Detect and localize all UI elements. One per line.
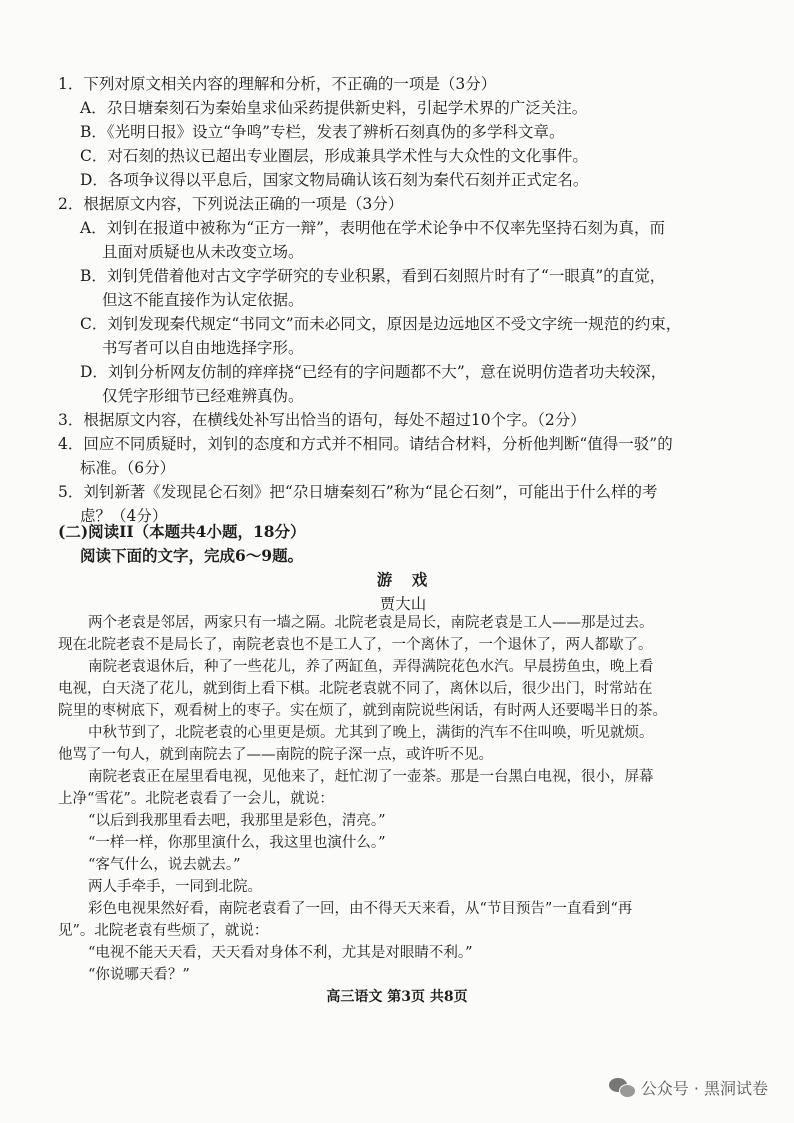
question-2-stem: 2．根据原文内容，下列说法正确的一项是（3分） bbox=[58, 195, 404, 213]
story-paragraph: 南院老袁退休后，种了一些花儿，养了两缸鱼，弄得满院花色水汽。早晨捞鱼虫，晚上看 bbox=[88, 659, 654, 675]
question-2-option-a: A．刘钊在报道中被称为“正方一辩”，表明他在学术论争中不仅率先坚持石刻为真，而 bbox=[80, 219, 666, 237]
question-2 bbox=[58, 192, 748, 408]
story-paragraph: “电视不能天天看，天天看对身体不利，尤其是对眼睛不利。” bbox=[88, 945, 473, 961]
watermark bbox=[609, 1076, 768, 1099]
story-title: 游 戏 bbox=[376, 570, 430, 589]
question-2-option-a-cont: 且面对质疑也从未改变立场。 bbox=[102, 243, 304, 261]
story-paragraph: “你说哪天看？” bbox=[88, 967, 190, 983]
section-ii bbox=[58, 520, 748, 616]
story-paragraph: 见”。北院老袁有些烦了，就说： bbox=[58, 923, 269, 939]
question-1-stem: 1．下列对原文相关内容的理解和分析，不正确的一项是（3分） bbox=[58, 75, 497, 93]
question-1 bbox=[58, 72, 748, 192]
story-paragraph: 中秋节到了，北院老袁的心里更是烦。尤其到了晚上，满街的汽车不住叫唤，听见就烦。 bbox=[88, 725, 654, 741]
story-paragraph: “一样一样，你那里演什么，我这里也演什么。” bbox=[88, 835, 386, 851]
question-5-cont: 虑？（4分） bbox=[80, 507, 168, 525]
story-paragraph: “客气什么，说去就去。” bbox=[88, 857, 241, 873]
question-2-option-d-cont: 仅凭字形细节已经难辨真伪。 bbox=[102, 387, 304, 405]
question-2-option-c: C．刘钊发现秦代规定“书同文”而未必同文，原因是边远地区不受文字统一规范的约束， bbox=[80, 315, 682, 333]
story-paragraph: 上净“雪花”。北院老袁看了一会儿，就说： bbox=[58, 791, 334, 807]
page-footer: 高三语文 第3页 共8页 bbox=[326, 989, 468, 1005]
question-1-option-b: B．《光明日报》设立“争鸣”专栏，发表了辨析石刻真伪的多学科文章。 bbox=[80, 123, 565, 141]
story-paragraph: 电视，白天浇了花儿，就到街上看下棋。北院老袁就不同了，离休以后，很少出门，时常站在 bbox=[58, 681, 653, 697]
story-paragraph: 两个老袁是邻居，两家只有一墙之隔。北院老袁是局长，南院老袁是工人——那是过去。 bbox=[88, 615, 654, 631]
story-paragraph: “以后到我那里看去吧，我那里是彩色，清亮。” bbox=[88, 813, 386, 829]
question-1-option-d: D．各项争议得以平息后，国家文物局确认该石刻为秦代石刻并正式定名。 bbox=[80, 171, 589, 189]
question-4-cont: 标准。（6分） bbox=[80, 459, 176, 477]
story-paragraph: 他骂了一句人，就到南院去了——南院的院子深一点，或许听不见。 bbox=[58, 747, 493, 763]
watermark-label: 公众号 · 黑洞试卷 bbox=[640, 1079, 768, 1098]
section-instruction: 阅读下面的文字，完成6～9题。 bbox=[80, 546, 304, 565]
question-1-option-a: A．尕日塘秦刻石为秦始皇求仙采药提供新史料，引起学术界的广泛关注。 bbox=[80, 99, 588, 117]
question-2-option-c-cont: 书写者可以自由地选择字形。 bbox=[102, 339, 304, 357]
wechat-icon bbox=[609, 1078, 635, 1098]
story-text bbox=[58, 612, 748, 986]
questions-3-5 bbox=[58, 408, 748, 528]
question-5: 5．刘钊新著《发现昆仑石刻》把“尕日塘秦刻石”称为“昆仑石刻”，可能出于什么样的考 bbox=[58, 483, 658, 501]
story-paragraph: 南院老袁正在屋里看电视，见他来了，赶忙沏了一壶茶。那是一台黑白电视，很小，屏幕 bbox=[88, 769, 654, 785]
question-2-option-b-cont: 但这不能直接作为认定依据。 bbox=[102, 291, 304, 309]
question-1-option-c: C．对石刻的热议已超出专业圈层，形成兼具学术性与大众性的文化事件。 bbox=[80, 147, 588, 165]
question-4: 4．回应不同质疑时，刘钊的态度和方式并不相同。请结合材料，分析他判断“值得一驳”的 bbox=[58, 435, 673, 453]
story-paragraph: 两人手牵手，一同到北院。 bbox=[88, 879, 262, 895]
story-paragraph: 院里的枣树底下，观看树上的枣子。实在烦了，就到南院说些闲话，有时两人还要喝半日的茶。 bbox=[58, 703, 667, 719]
question-3: 3．根据原文内容，在横线处补写出恰当的语句，每处不超过10个字。（2分） bbox=[58, 411, 586, 429]
section-heading: (二)阅读II（本题共4小题，18分） bbox=[58, 522, 306, 541]
question-2-option-b: B．刘钊凭借着他对古文字学研究的专业积累，看到石刻照片时有了“一眼真”的直觉， bbox=[80, 267, 666, 285]
question-2-option-d: D．刘钊分析网友仿制的痒痒挠“已经有的字问题都不大”，意在说明仿造者功夫较深， bbox=[80, 363, 667, 381]
story-author: 贾大山 bbox=[379, 595, 427, 613]
story-paragraph: 现在北院老袁不是局长了，南院老袁也不是工人了，一个离休了，一个退休了，两人都歇了。 bbox=[58, 637, 653, 653]
story-paragraph: 彩色电视果然好看，南院老袁看了一回，由不得天天来看，从“节目预告”一直看到“再 bbox=[88, 901, 633, 917]
